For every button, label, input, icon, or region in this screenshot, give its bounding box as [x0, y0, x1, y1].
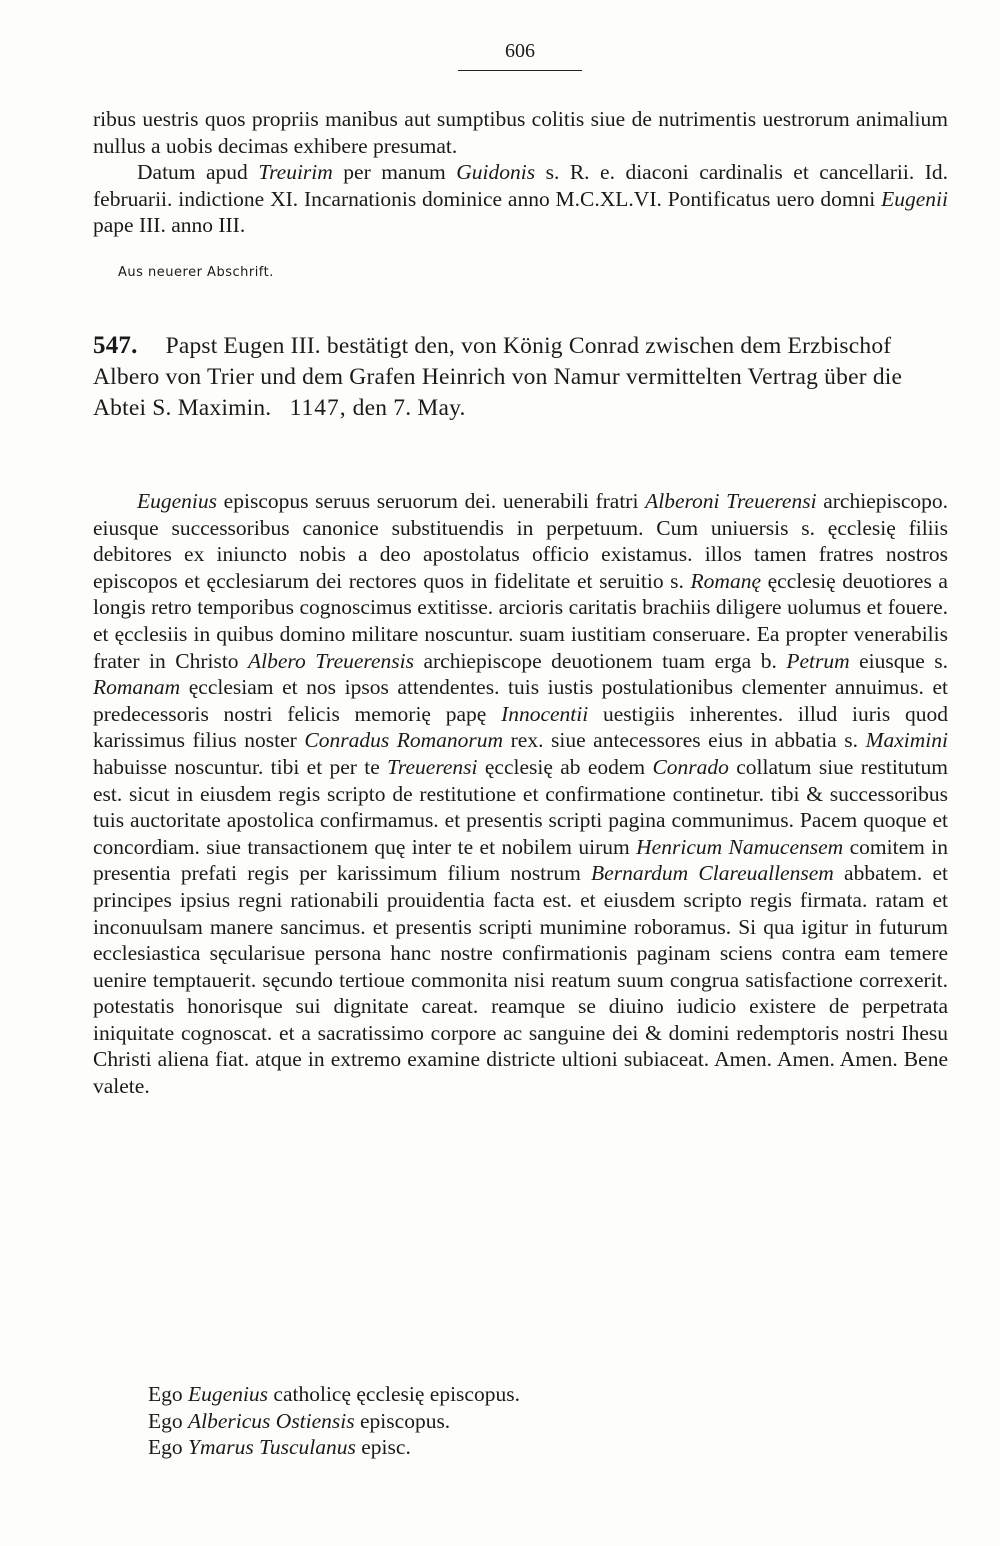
person-name: Albero Treuerensis: [248, 648, 414, 673]
person-name: Eugenius: [137, 489, 218, 513]
charter-text: [93, 488, 948, 1100]
text-span: Ego: [148, 1408, 189, 1433]
text-span: archiepiscope deuotionem tuam erga b.: [413, 648, 787, 673]
person-name: Maximini: [865, 728, 948, 753]
text-span: archiepiscopo. eiusque successoribus canonice substituendis in perpetuum. Cum uniuersis s. ęcclesię filiis debitores ex iniuncto nobis a deo apostolatus officio existamus. illos tamen fratres nostros episcopos et ęcclesiarum dei rectores quos in fidelitate et seruitio s.: [93, 489, 948, 593]
text-span: collatum siue restitutum est. sicut in eiusdem regis scripto de restitutione et confirmatione continetur. tibi & successoribus tuis auctoritate apostolica confirmamus. et presentis scripti pagina communimus. Pacem quoque et concordiam. siue transactionem quę inter te et nobilem uirum: [93, 754, 948, 859]
person-name: Alberoni Treuerensi: [645, 489, 817, 513]
text-span: habuisse noscuntur. tibi et per te: [93, 754, 388, 779]
source-note: Aus neuerer Abschrift.: [118, 265, 274, 280]
subscription-line: [148, 1434, 520, 1461]
document-number: 547.: [93, 332, 138, 359]
carryover-paragraph: ribus uestris quos propriis manibus aut sumptibus colitis siue de nutrimentis uestrorum animalium nullus a uobis decimas exhibere presumat.: [93, 107, 948, 158]
subscription-line: [148, 1381, 520, 1408]
place-name: Romanam: [93, 675, 181, 700]
dating-clause: [93, 159, 948, 239]
person-name: Eugenius: [188, 1382, 269, 1406]
place-name: Treuerensi: [387, 754, 478, 779]
text-span: per manum: [332, 160, 457, 185]
person-name: Conradus Romanorum: [304, 728, 504, 753]
person-name: Conrado: [652, 754, 729, 779]
document-date: den 7. May.: [352, 395, 466, 421]
text-span: rex. siue antecessores eius in abbatia s.: [503, 728, 866, 753]
text-span: comitem in presentia prefati regis per karissimum filium nostrum: [93, 834, 948, 886]
document-summary: Papst Eugen III. bestätigt den, von König Conrad zwischen dem Erzbischof Albero von Trier und dem Grafen Heinrich von Namur vermittelten Vertrag über die Abtei S. Maximin.: [93, 333, 903, 421]
text-span: Ego: [148, 1382, 189, 1406]
page-number: 606: [505, 40, 535, 62]
text-span: uestigiis inherentes. illud iuris quod karissimus filius noster: [93, 701, 949, 753]
text-span: ęcclesię ab eodem: [477, 754, 653, 779]
subscription-line: [148, 1408, 520, 1435]
document-heading: [93, 330, 948, 424]
person-name: Eugenii: [881, 186, 948, 211]
place-name: Romanę: [690, 568, 761, 593]
place-name: Treuirim: [258, 160, 333, 185]
subscriptions: [148, 1381, 520, 1461]
document-year: 1147,: [289, 395, 347, 421]
person-name: Bernardum Clareuallensem: [591, 861, 834, 886]
carryover-section: [93, 106, 948, 239]
text-span: Datum apud: [137, 160, 259, 185]
text-span: episc.: [355, 1435, 411, 1460]
text-span: s. R. e. diaconi cardinalis et cancellarii. Id. februarii. indictione XI. Incarnationis dominice anno M.C.XL.VI. Pontificatus uero domni: [93, 160, 948, 211]
person-name: Albericus Ostiensis: [188, 1408, 355, 1433]
text-span: episcopus seruus seruorum dei. uenerabili fratri: [217, 489, 646, 513]
person-name: Ymarus Tusculanus: [188, 1435, 356, 1460]
text-span: catholicę ęcclesię episcopus.: [268, 1382, 520, 1406]
text-span: eiusque s.: [849, 648, 948, 673]
text-span: ęcclesiam et nos ipsos attendentes. tuis iustis postulationibus clementer annuimus. et predecessoris nostri felicis memorię papę: [93, 675, 948, 726]
text-span: Ego: [148, 1435, 189, 1460]
person-name: Petrum: [786, 648, 850, 673]
page-number-rule: [458, 70, 582, 71]
person-name: Innocentii: [501, 701, 589, 726]
text-span: episcopus.: [354, 1408, 451, 1433]
text-span: pape III. anno III.: [93, 213, 246, 238]
person-name: Guidonis: [456, 160, 536, 185]
text-span: abbatem. et principes ipsius regni rationabili prouidentia facta est. et eiusdem scripto regis firmata. ratam et inconuulsam manere sancimus. et presentis scripti munimine roboramus. Si qua igitur in futurum ecclesiastica sęcularisue persona hanc nostre confirmationis paginam sciens contra eam temere uenire temptauerit. sęcundo tertioue commonita nisi reatum suum congrua satisfactione correxerit. potestatis honorisque sui dignitate careat. reamque se diuino iudicio existere de perpetrata iniquitate cognoscat. et a sacratissimo corpore ac sanguine dei & domini redemptoris nostri Ihesu Christi aliena fiat. atque in extremo examine districte ultioni subiaceat. Amen. Amen. Amen. Bene valete.: [93, 861, 949, 1099]
person-name: Henricum Namucensem: [636, 834, 844, 859]
text-span: ęcclesię deuotiores a longis retro temporibus cognoscimus extitisse. arcioris caritatis brachiis diligere uolumus et fouere. et ęcclesiis in quibus domino militare noscuntur. suam iustitiam conseruare. Ea propter venerabilis frater in Christo: [93, 568, 948, 673]
